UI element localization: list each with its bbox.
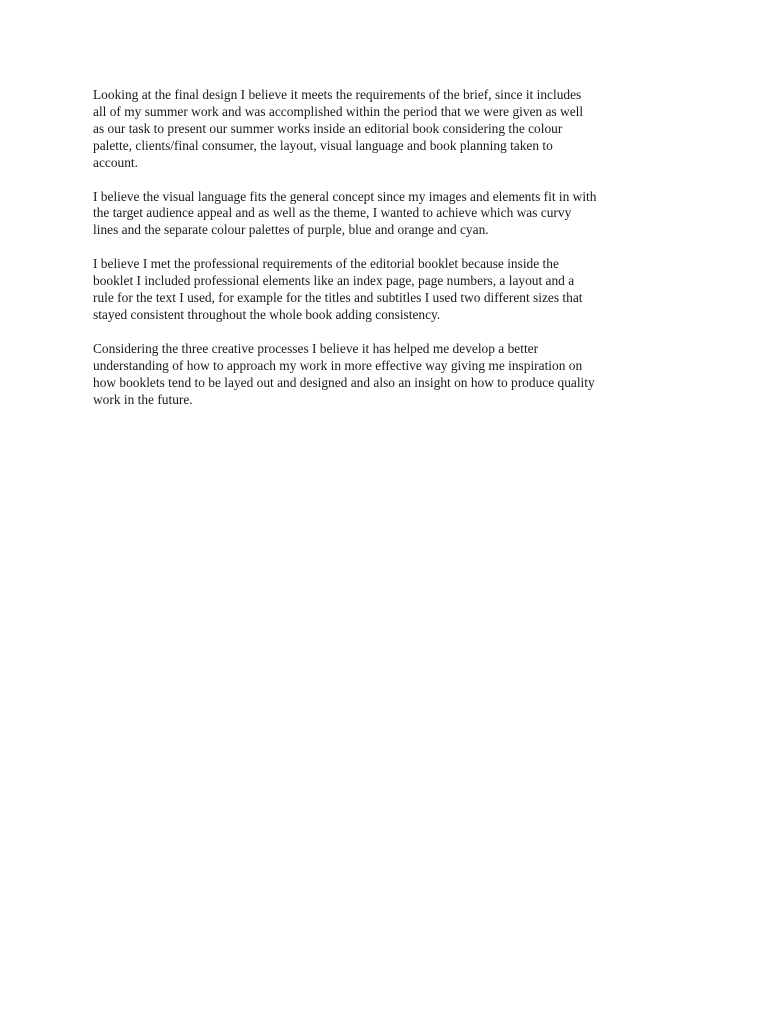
text-line: understanding of how to approach my work in more effective way giving me inspiration on	[93, 357, 583, 373]
paragraph-1	[93, 87, 683, 172]
text-line: all of my summer work and was accomplished within the period that we were given as well	[93, 103, 584, 119]
text-line: booklet I included professional elements like an index page, page numbers, a layout and a	[93, 273, 575, 289]
text-line: Looking at the final design I believe it meets the requirements of the brief, since it includes	[93, 87, 582, 102]
text-line: I believe I met the professional requirements of the editorial booklet because inside the	[93, 256, 559, 272]
text-line: as our task to present our summer works inside an editorial book considering the colour	[93, 120, 563, 136]
text-line: lines and the separate colour palettes of purple, blue and orange and cyan.	[93, 222, 489, 238]
text-line: how booklets tend to be layed out and designed and also an insight on how to produce quality	[93, 374, 595, 390]
paragraph-4	[93, 341, 683, 409]
text-line: I believe the visual language fits the general concept since my images and elements fit in with	[93, 188, 597, 204]
text-line: Considering the three creative processes I believe it has helped me develop a better	[93, 340, 539, 356]
text-line: the target audience appeal and as well as the theme, I wanted to achieve which was curvy	[93, 205, 572, 221]
text-line: palette, clients/final consumer, the layout, visual language and book planning taken to	[93, 137, 553, 153]
paragraph-3	[93, 256, 683, 324]
text-line: rule for the text I used, for example for the titles and subtitles I used two different sizes that	[93, 290, 583, 306]
document-body	[93, 87, 683, 426]
text-line: stayed consistent throughout the whole book adding consistency.	[93, 306, 441, 322]
text-line: work in the future.	[93, 391, 193, 407]
paragraph-2	[93, 189, 683, 240]
text-line: account.	[93, 154, 138, 170]
